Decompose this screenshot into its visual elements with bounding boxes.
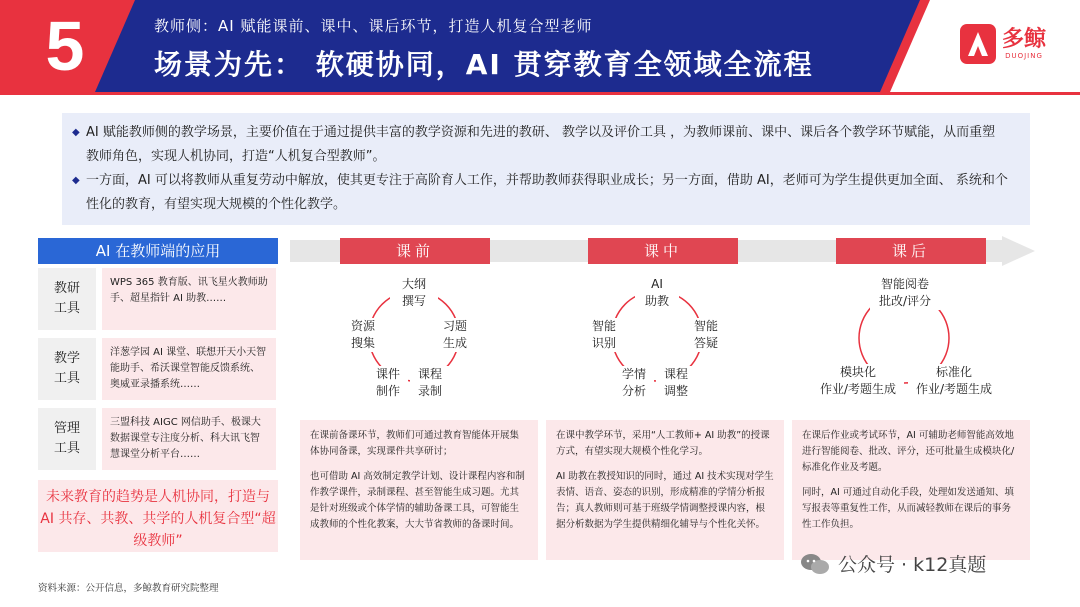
diamond-bullet-icon: ◆ (72, 175, 80, 186)
desc-paragraph: 同时，AI 可通过自动化手段，处理如发送通知、填写报表等重复性工作，从而减轻教师在课后的事务性工作负担。 (802, 487, 1014, 530)
desc-paragraph: 在课中教学环节，采用“人工教师+ AI 助教”的授课方式，有望实现大规模个性化学习。 (556, 430, 770, 457)
desc-box-before (300, 420, 538, 560)
intro-bullet-text: 一方面，AI 可以将教师从重复劳动中解放，使其更专注于高阶育人工作，并帮助教师获得职业成长；另一方面，借助 AI，老师可为学生提供更加全面、 系统和个性化的教育，有望实现大规模的个性化教学。 (86, 173, 1008, 212)
cycle-node: 标准化 作业/考题生成 (908, 364, 1000, 398)
cycle-node: 学情 分析 (614, 366, 654, 400)
intro-bullet (72, 169, 1008, 217)
page-title: 场景为先： 软硬协同，AI 贯穿教育全领域全流程 (154, 48, 814, 81)
tool-row-teaching (38, 338, 276, 400)
desc-paragraph: 也可借助 AI 高效制定教学计划、设计课程内容和制作教学课件，录制课程、甚至智能生成习题。尤其是针对班级或个体学情的辅助备课工具，可智能生成教师的个性化教案，大大节省教师的备课时间。 (310, 471, 525, 530)
cycle-node: 课程 录制 (410, 366, 450, 400)
tool-row-management (38, 408, 276, 470)
cycle-node: 智能阅卷 批改/评分 (870, 276, 940, 310)
phase-tab-before: 课前 (340, 238, 490, 264)
future-trend-box: 未来教育的趋势是人机协同，打造与 AI 共存、共教、共学的人机复合型“超级教师” (38, 480, 278, 552)
desc-paragraph: 在课前备课环节，教师们可通过教育智能体开展集体协同备课，实现课件共享研讨； (310, 430, 520, 457)
header (0, 0, 1080, 92)
intro-box (62, 113, 1030, 225)
applications-header: AI 在教师端的应用 (38, 238, 278, 264)
phase-tab-after: 课后 (836, 238, 986, 264)
page-subtitle: 教师侧：AI 赋能课前、课中、课后环节，打造人机复合型老师 (154, 17, 593, 35)
tool-desc: 三盟科技 AIGC 网信助手、极课大数据课堂专注度分析、科大讯飞智慧课堂分析平台…… (102, 408, 276, 470)
desc-paragraph: AI 助教在教授知识的同时，通过 AI 技术实现对学生表情、语音、姿态的识别，形成精准的学情分析报告；真人教师则可基于班级学情调整授课内容，根据分析数据为学生提供精细化辅导与个性化关怀。 (556, 471, 774, 530)
logo-text-en: DUOJING (1005, 52, 1043, 60)
tool-desc: WPS 365 教育版、讯飞星火教师助手、超星指针 AI 助教…… (102, 268, 276, 330)
diamond-bullet-icon: ◆ (72, 127, 80, 138)
desc-box-during (546, 420, 784, 560)
tool-label: 管理 工具 (38, 408, 96, 470)
duojing-logo (960, 24, 1046, 64)
cycle-node: 模块化 作业/考题生成 (812, 364, 904, 398)
desc-box-after (792, 420, 1030, 560)
section-number: 5 (45, 7, 85, 85)
watermark (800, 550, 986, 577)
cycle-node: 智能 答疑 (684, 318, 728, 352)
tool-desc: 洋葱学园 AI 课堂、联想开天小天智能助手、希沃课堂智能反馈系统、奥威亚录播系统…… (102, 338, 276, 400)
cycle-node: 大纲 撰写 (390, 276, 438, 310)
source-note: 资料来源：公开信息，多鲸教育研究院整理 (38, 583, 219, 594)
phase-tab-during: 课中 (588, 238, 738, 264)
intro-bullet-text: AI 赋能教师侧的教学场景，主要价值在于通过提供丰富的教学资源和先进的教研、 教学以及评价工具 ，为教师课前、课中、课后各个教学环节赋能，从而重塑教师角色，实现人机协同，打造“人机复合型教师”。 (86, 125, 996, 164)
cycle-node: 资源 搜集 (340, 318, 386, 352)
tool-row-research (38, 268, 276, 330)
cycle-node: 智能 识别 (582, 318, 626, 352)
cycle-node: 课件 制作 (368, 366, 408, 400)
tool-label: 教研 工具 (38, 268, 96, 330)
cycle-node: AI 助教 (635, 276, 679, 310)
cycle-diagram-after (812, 268, 1002, 408)
watermark-text: 公众号 · k12真题 (838, 554, 987, 576)
logo-text-cn: 多鲸 (1002, 27, 1047, 52)
cycle-diagram-before (332, 268, 502, 408)
logo-icon (960, 24, 996, 64)
cycle-diagram-during (580, 268, 750, 408)
cycle-node: 习题 生成 (432, 318, 478, 352)
intro-bullet (72, 121, 1008, 169)
header-divider (0, 92, 1080, 95)
cycle-node: 课程 调整 (656, 366, 696, 400)
desc-paragraph: 在课后作业或考试环节，AI 可辅助老师智能高效地进行智能阅卷、批改、评分，还可批量生成模块化/标准化作业及考题。 (802, 430, 1015, 473)
tool-label: 教学 工具 (38, 338, 96, 400)
wechat-icon (800, 552, 830, 576)
